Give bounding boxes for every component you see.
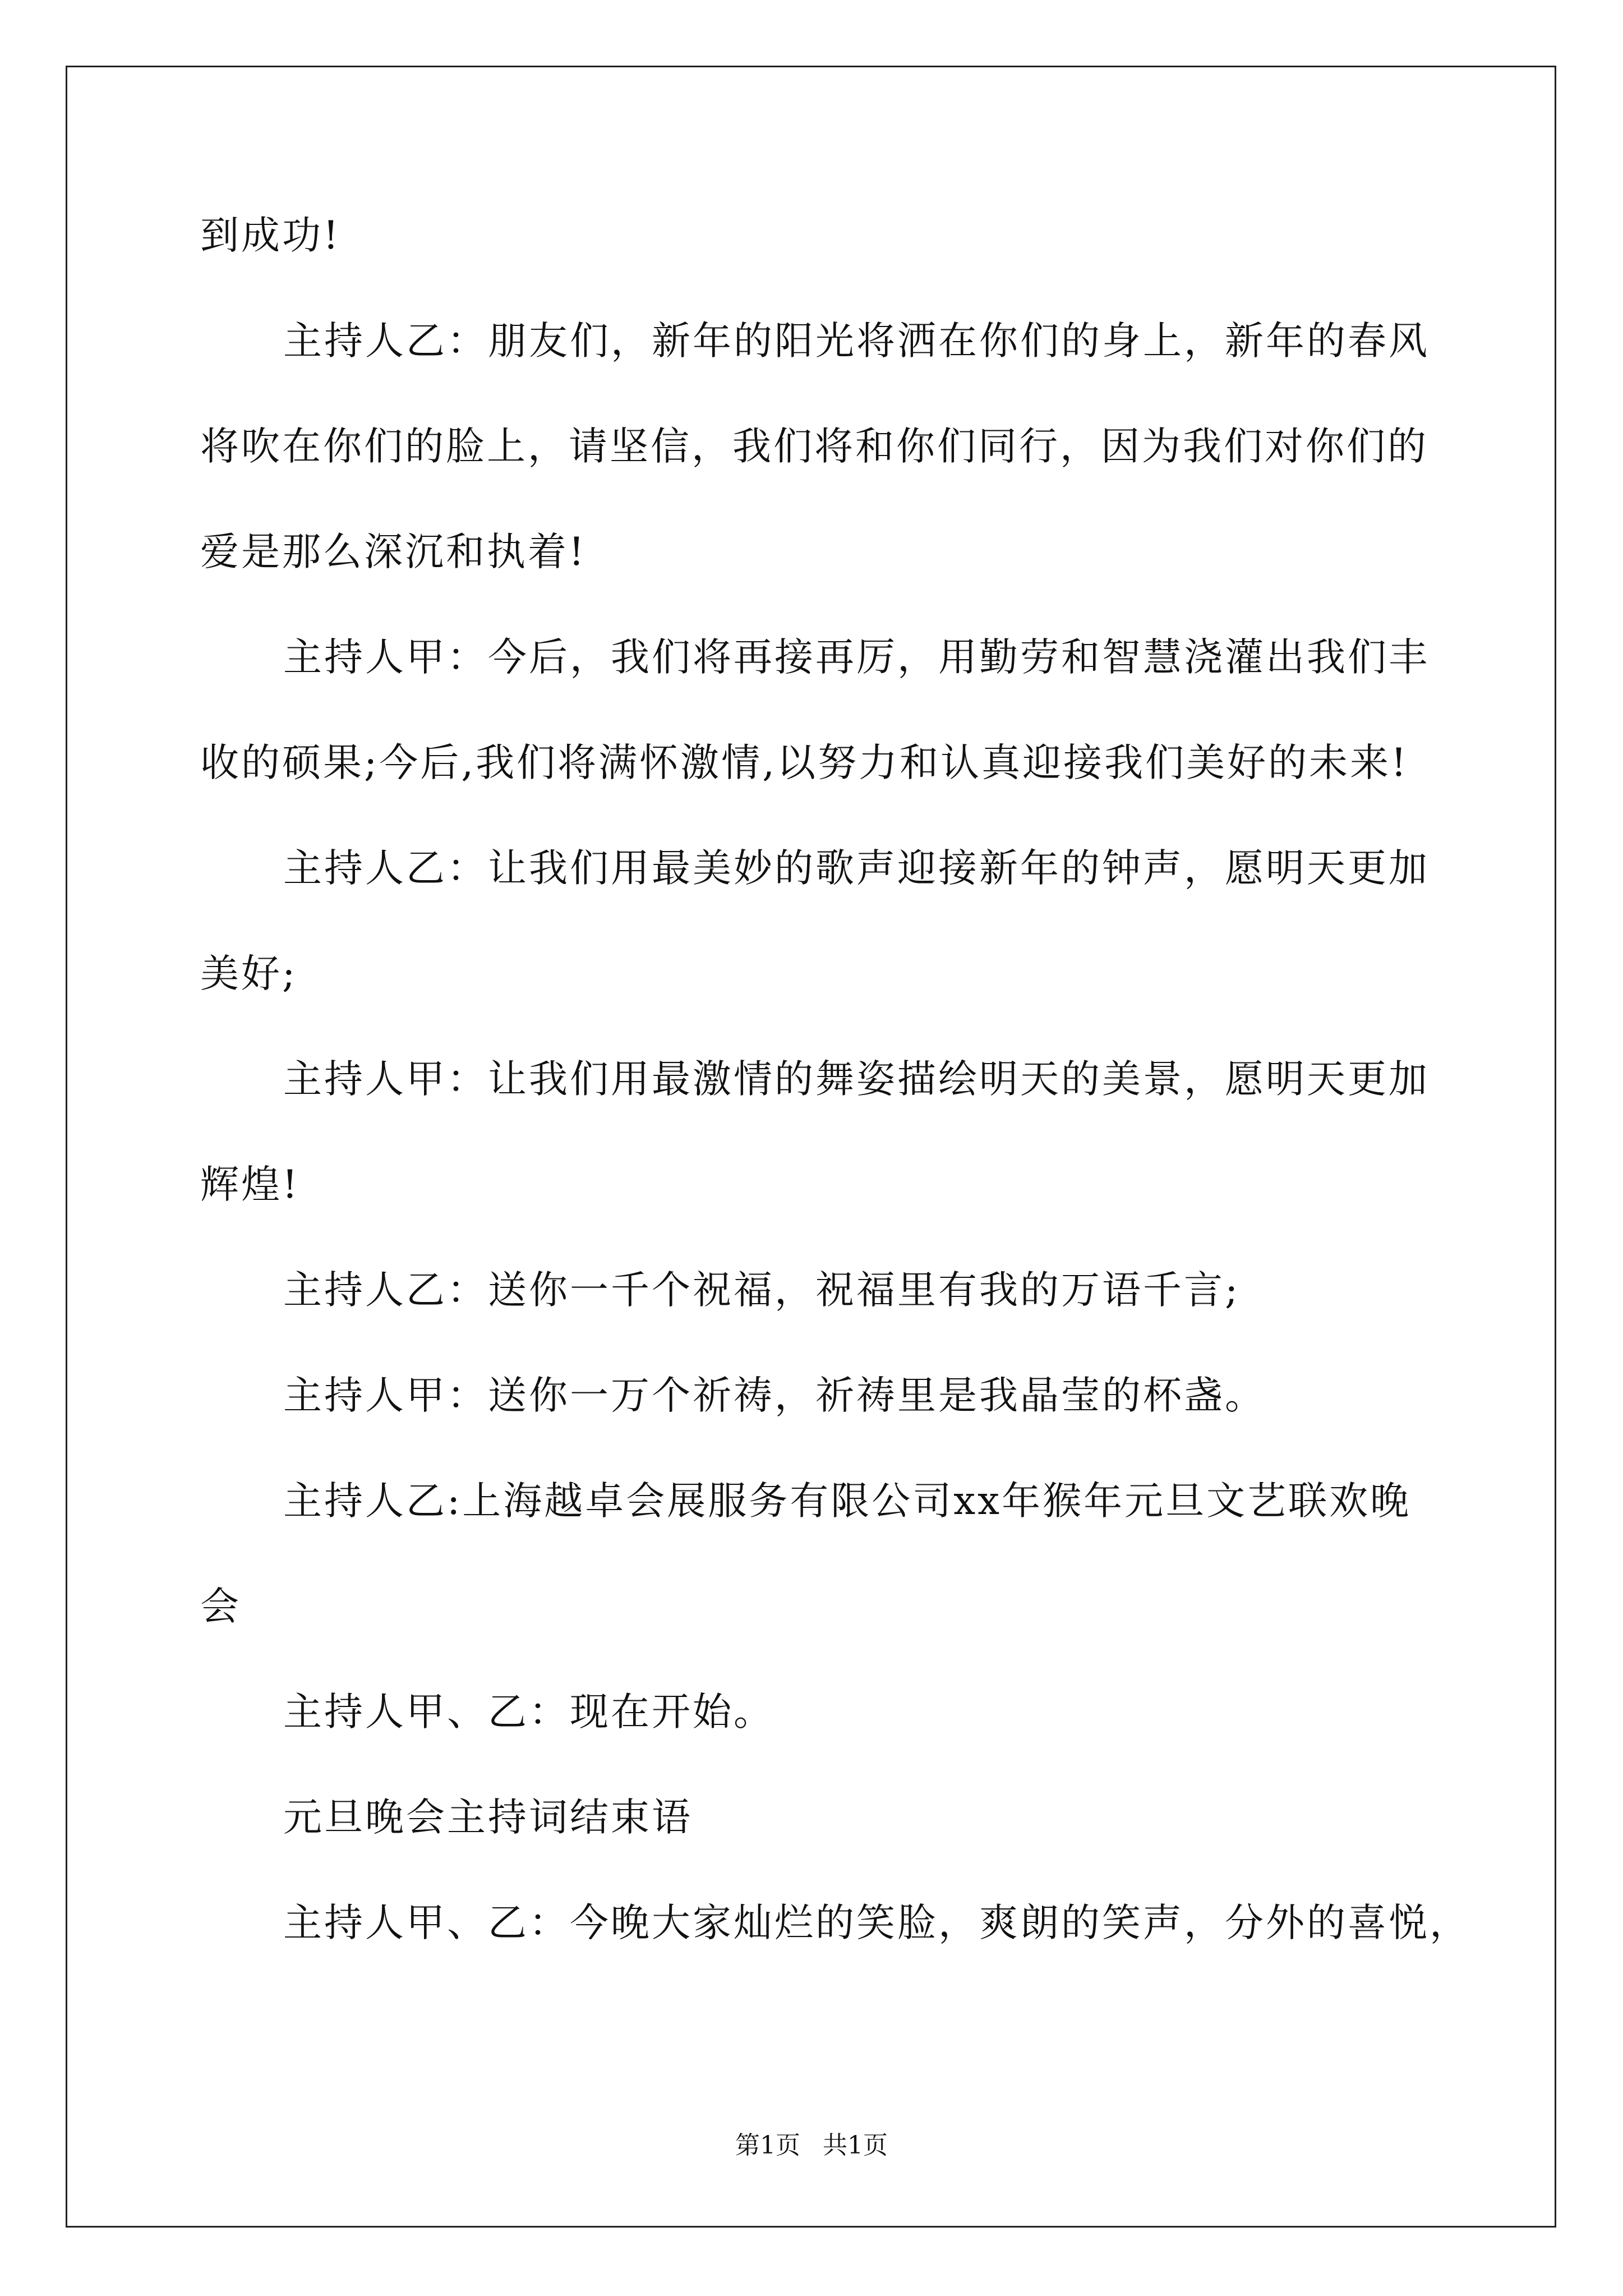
page-number: 第1页 (735, 2131, 800, 2160)
text-line: 到成功! (200, 213, 341, 258)
text-line: 主持人甲：今后，我们将再接再厉，用勤劳和智慧浇灌出我们丰 (283, 635, 1430, 680)
text-line: 元旦晚会主持词结束语 (283, 1795, 693, 1840)
text-line: 会 (200, 1584, 241, 1629)
page-total: 共1页 (823, 2131, 888, 2160)
text-line: 收的硕果;今后,我们将满怀激情,以努力和认真迎接我们美好的未来! (200, 740, 1409, 785)
text-line: 辉煌! (200, 1162, 300, 1207)
text-line: 主持人乙:上海越卓会展服务有限公司xx年猴年元旦文艺联欢晚 (283, 1479, 1412, 1524)
text-line: 主持人乙：让我们用最美妙的歌声迎接新年的钟声，愿明天更加 (283, 846, 1430, 891)
text-line: 主持人甲：让我们用最激情的舞姿描绘明天的美景，愿明天更加 (283, 1057, 1430, 1102)
text-line: 主持人甲、乙：今晚大家灿烂的笑脸，爽朗的笑声，分外的喜悦， (283, 1901, 1470, 1945)
text-line: 爱是那么深沉和执着! (200, 530, 587, 574)
text-line: 将吹在你们的脸上，请坚信，我们将和你们同行，因为我们对你们的 (200, 424, 1428, 469)
page-footer (0, 2132, 1623, 2160)
text-line: 主持人乙：送你一千个祝福，祝福里有我的万语千言; (283, 1268, 1241, 1313)
text-line: 主持人甲、乙：现在开始。 (283, 1690, 774, 1734)
text-line: 主持人甲：送你一万个祈祷，祈祷里是我晶莹的杯盏。 (283, 1373, 1266, 1418)
text-line: 主持人乙：朋友们，新年的阳光将洒在你们的身上，新年的春风 (283, 319, 1430, 364)
text-line: 美好; (200, 951, 298, 996)
